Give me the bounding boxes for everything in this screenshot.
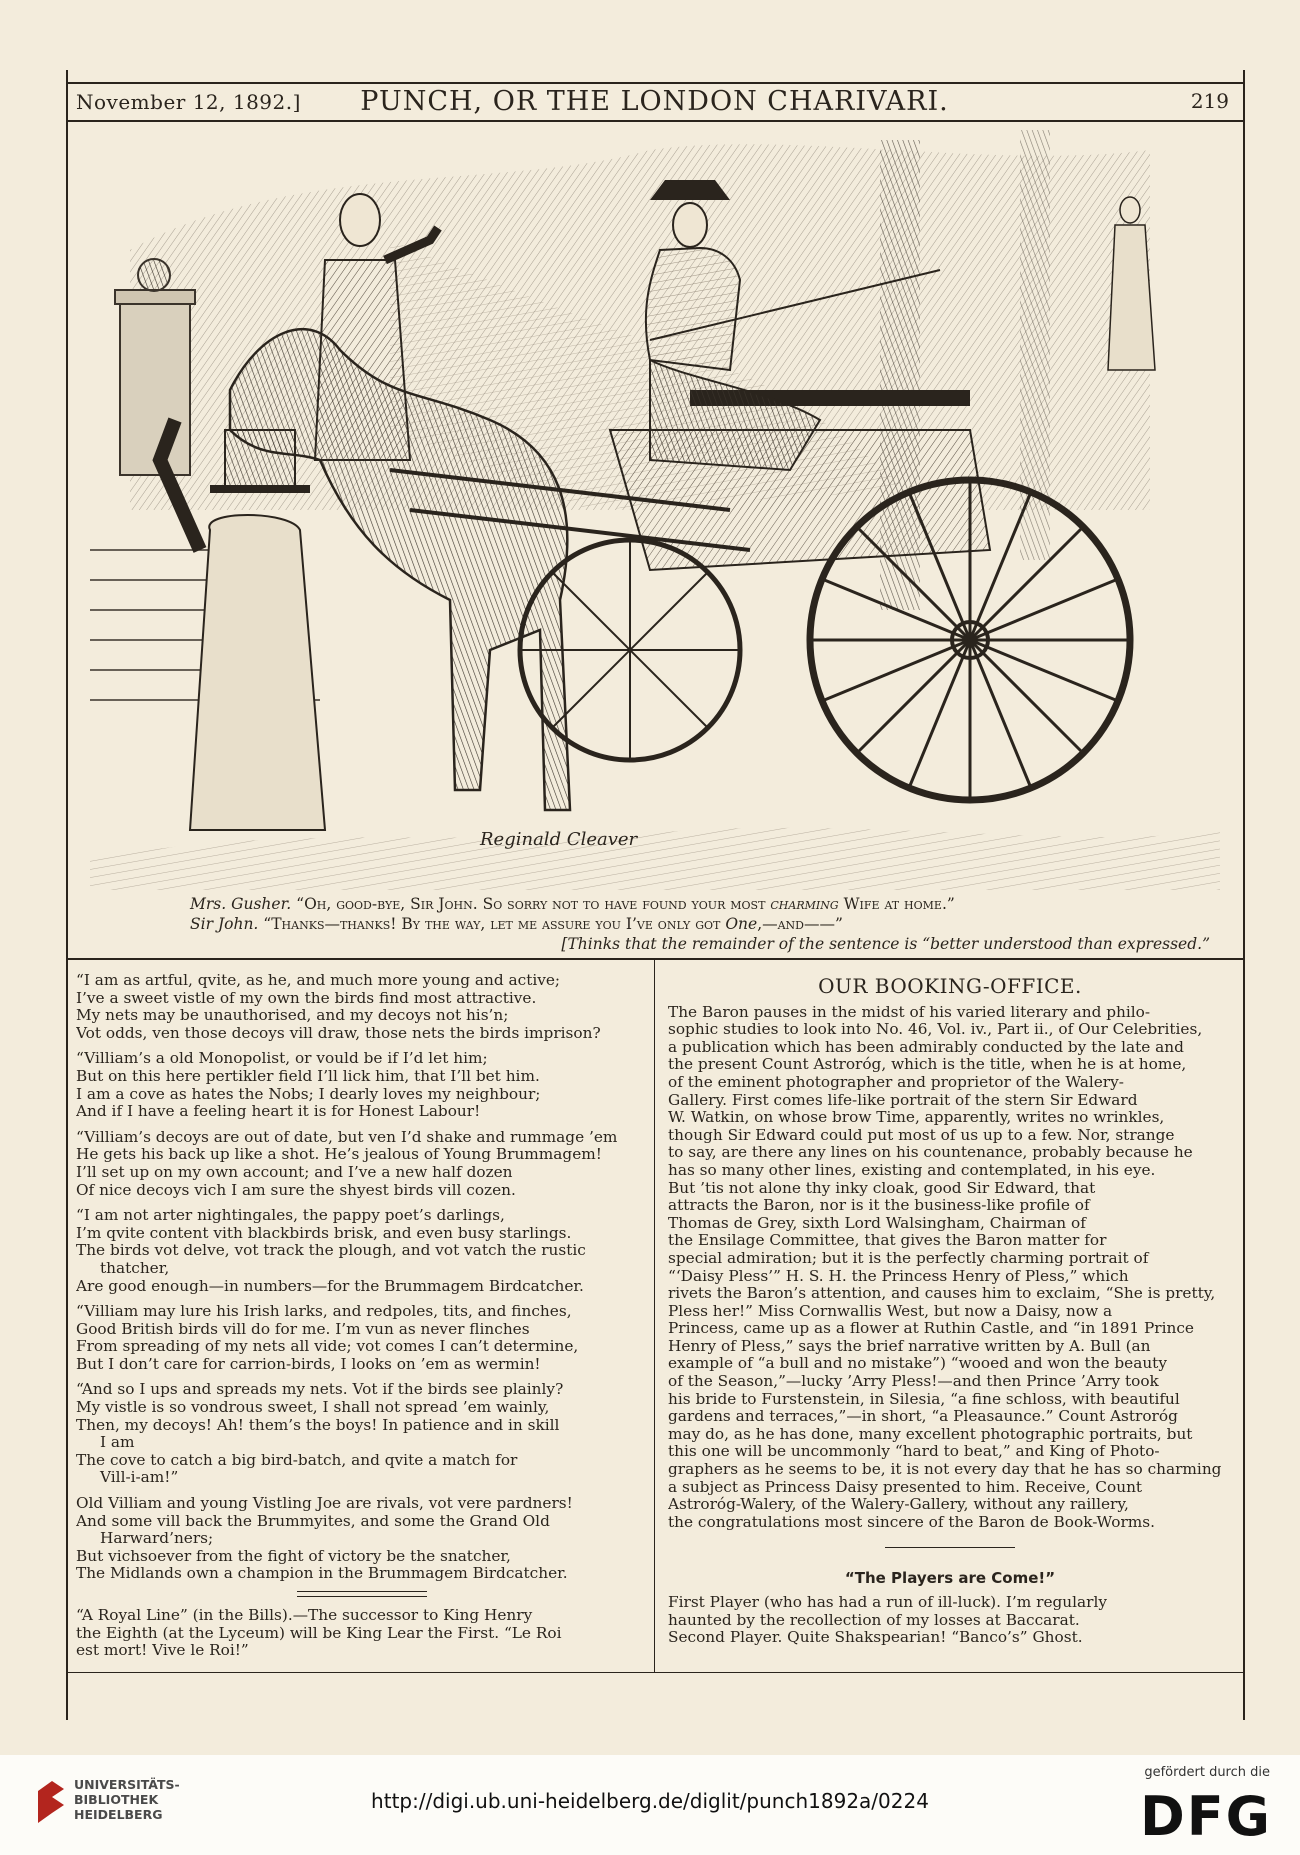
- library-name-line: HEIDELBERG: [74, 1807, 163, 1822]
- review-line: graphers as he seems to be, it is not every day that he has so charming: [668, 1461, 1222, 1479]
- poem-line: Harward’ners;: [100, 1530, 214, 1548]
- poem-line: thatcher,: [100, 1259, 170, 1277]
- review-line: The Baron pauses in the midst of his varied literary and philo-: [668, 1003, 1151, 1021]
- players-line: haunted by the recollection of my losses at Baccarat.: [668, 1611, 1080, 1629]
- review-line: Astroróg-Walery, of the Walery-Gallery, without any raillery,: [668, 1496, 1129, 1514]
- review-line: attracts the Baron, nor is it the business-like profile of: [668, 1197, 1090, 1215]
- poem-line: I’ll set up on my own account; and I’ve a new half dozen: [76, 1163, 513, 1181]
- poem-line: Good British birds vill do for me. I’m vun as never flinches: [76, 1320, 530, 1338]
- review-line: has so many other lines, existing and contemplated, in his eye.: [668, 1161, 1156, 1179]
- poem-line: “I am as artful, qvite, as he, and much more young and active;: [76, 972, 561, 989]
- booking-office-heading: OUR BOOKING-OFFICE.: [818, 974, 1082, 998]
- poem-line: But on this here pertikler field I’ll lick him, that I’ll bet him.: [76, 1067, 540, 1085]
- review-line: “‘Daisy Pless’” H. S. H. the Princess Henry of Pless,” which: [668, 1267, 1129, 1285]
- review-line: sophic studies to look into No. 46, Vol. iv., Part ii., of Our Celebrities,: [668, 1021, 1203, 1039]
- right-column: [668, 972, 1232, 1647]
- caption-speaker-1: Mrs. Gusher.: [190, 895, 292, 913]
- poem-line: I’m qvite content vith blackbirds brisk, and even busy starlings.: [76, 1224, 572, 1242]
- caption-emphasis-2: One: [725, 915, 758, 933]
- review-line: the present Count Astroróg, which is the title, when he is at home,: [668, 1056, 1187, 1074]
- review-line: this one will be uncommonly “hard to beat,” and King of Photo-: [668, 1443, 1160, 1461]
- caption-emphasis-1: charming: [770, 895, 839, 913]
- poem-line: He gets his back up like a shot. He’s jealous of Young Brummagem!: [76, 1146, 602, 1164]
- royal-line-text: est mort! Vive le Roi!”: [76, 1642, 249, 1660]
- source-url-link[interactable]: http://digi.ub.uni-heidelberg.de/diglit/punch1892a/0224: [371, 1789, 929, 1813]
- royal-line-paragraph: [76, 1607, 648, 1660]
- poem-line: The Midlands own a champion in the Brummagem Birdcatcher.: [76, 1565, 568, 1583]
- carriage-scene-drawing: [90, 130, 1220, 890]
- dfg-logo: DFG: [1139, 1785, 1272, 1848]
- library-name-line: BIBLIOTHEK: [74, 1792, 159, 1807]
- review-line: the Ensilage Committee, that gives the Baron matter for: [668, 1232, 1107, 1250]
- royal-line-text: “A Royal Line” (in the Bills).—The successor to King Henry: [76, 1607, 533, 1624]
- players-dialogue: [668, 1594, 1232, 1647]
- poem-line: “And so I ups and spreads my nets. Vot if the birds see plainly?: [76, 1381, 564, 1399]
- poem-line: And some vill back the Brummyites, and some the Grand Old: [76, 1512, 550, 1530]
- poem-line: Of nice decoys vich I am sure the shyest birds vill cozen.: [76, 1181, 516, 1199]
- poem-line: I am a cove as hates the Nobs; I dearly loves my neighbour;: [76, 1085, 541, 1103]
- review-line: to say, are there any lines on his countenance, probably because he: [668, 1144, 1193, 1162]
- issue-date: November 12, 1892.]: [76, 90, 301, 114]
- poem-line: The birds vot delve, vot track the plough, and vot vatch the rustic: [76, 1242, 586, 1260]
- poem-line: But I don’t care for carrion-birds, I looks on ’em as wermin!: [76, 1355, 541, 1373]
- poem-line: I am: [100, 1434, 135, 1452]
- review-line: of the eminent photographer and proprietor of the Walery-: [668, 1073, 1124, 1091]
- left-column: [76, 972, 648, 1660]
- review-line: a publication which has been admirably conducted by the late and: [668, 1038, 1184, 1056]
- funding-note: gefördert durch die: [1144, 1765, 1270, 1780]
- poem-line: Vot odds, ven those decoys vill draw, those nets the birds imprison?: [76, 1024, 601, 1042]
- review-line: rivets the Baron’s attention, and causes him to exclaim, “She is pretty,: [668, 1285, 1216, 1303]
- review-line: may do, as he has done, many excellent photographic portraits, but: [668, 1425, 1193, 1443]
- caption-end-2: ,—and——”: [757, 915, 843, 933]
- poem-line: The cove to catch a big bird-batch, and qvite a match for: [76, 1451, 518, 1469]
- divider-short: [297, 1596, 427, 1597]
- players-heading: “The Players are Come!”: [844, 1569, 1056, 1588]
- review-line: the congratulations most sincere of the Baron de Book-Worms.: [668, 1513, 1155, 1531]
- caption-text-2: “Thanks—thanks! By the way, let me assure you I’ve only got: [263, 915, 721, 933]
- review-line: gardens and terraces,”—in short, “a Pleasaunce.” Count Astroróg: [668, 1408, 1178, 1426]
- review-line: But ’tis not alone thy inky cloak, good Sir Edward, that: [668, 1179, 1096, 1197]
- review-line: of the Season,”—lucky ’Arry Pless!—and then Prince ’Arry took: [668, 1373, 1159, 1391]
- poem-line: But vichsoever from the fight of victory be the snatcher,: [76, 1547, 511, 1565]
- booking-office-review: [668, 1004, 1232, 1532]
- players-line: First Player (who has had a run of ill-luck). I’m regularly: [668, 1594, 1108, 1611]
- divider-short: [885, 1547, 1015, 1548]
- review-line: Gallery. First comes life-like portrait of the stern Sir Edward: [668, 1091, 1138, 1109]
- library-name-line: UNIVERSITÄTS-: [74, 1777, 180, 1792]
- caption-line-2: [190, 914, 843, 934]
- players-line: Second Player. Quite Shakspearian! “Banco’s” Ghost.: [668, 1629, 1083, 1647]
- page-header: [66, 82, 1243, 122]
- review-line: special admiration; but it is the perfectly charming portrait of: [668, 1249, 1149, 1267]
- poem-line: “I am not arter nightingales, the pappy poet’s darlings,: [76, 1207, 505, 1225]
- poem-line: Vill-i-am!”: [100, 1469, 179, 1487]
- royal-line-text: the Eighth (at the Lyceum) will be King Lear the First. “Le Roi: [76, 1624, 562, 1642]
- poem-line: “Villiam’s decoys are out of date, but ven I’d shake and rummage ’em: [76, 1128, 618, 1146]
- caption-end-1: Wife at home.”: [843, 895, 955, 913]
- column-divider: [654, 960, 655, 1672]
- bottom-rule: [66, 1672, 1243, 1673]
- caption-text-1: “Oh, good-bye, Sir John. So sorry not to have found your most: [296, 895, 766, 913]
- review-line: Thomas de Grey, sixth Lord Walsingham, Chairman of: [668, 1214, 1086, 1232]
- caption-line-3: [Thinks that the remainder of the sentence is “better understood than expressed.”: [561, 935, 1210, 953]
- page-number: 219: [1190, 89, 1229, 113]
- divider-short: [297, 1591, 427, 1592]
- poem-line: My nets may be unauthorised, and my decoys not his’n;: [76, 1007, 509, 1025]
- poem-birdcatcher: [76, 972, 648, 1583]
- poem-line: Old Villiam and young Vistling Joe are rivals, vot vere pardners!: [76, 1495, 573, 1513]
- cartoon-illustration: [90, 130, 1220, 890]
- caption-line-1: [190, 894, 955, 914]
- artist-signature: Reginald Cleaver: [480, 829, 638, 850]
- poem-line: “Villiam may lure his Irish larks, and redpoles, tits, and finches,: [76, 1303, 572, 1321]
- masthead-title: PUNCH, OR THE LONDON CHARIVARI.: [360, 86, 949, 117]
- review-line: example of “a bull and no mistake”) “wooed and won the beauty: [668, 1355, 1167, 1373]
- review-line: his bride to Furstenstein, in Silesia, “a fine schloss, with beautiful: [668, 1390, 1180, 1408]
- poem-line: And if I have a feeling heart it is for Honest Labour!: [76, 1103, 481, 1121]
- poem-line: My vistle is so vondrous sweet, I shall not spread ’em wainly,: [76, 1399, 550, 1417]
- review-line: Pless her!” Miss Cornwallis West, but now a Daisy, now a: [668, 1302, 1113, 1320]
- poem-line: From spreading of my nets all vide; vot comes I can’t determine,: [76, 1338, 579, 1356]
- poem-line: Are good enough—in numbers—for the Brummagem Birdcatcher.: [76, 1277, 584, 1295]
- review-line: Princess, came up as a flower at Ruthin Castle, and “in 1891 Prince: [668, 1320, 1194, 1338]
- review-line: Henry of Pless,” says the brief narrative written by A. Bull (an: [668, 1337, 1151, 1355]
- caption-speaker-2: Sir John.: [190, 915, 259, 933]
- poem-line: Then, my decoys! Ah! them’s the boys! In patience and in skill: [76, 1416, 560, 1434]
- review-line: though Sir Edward could put most of us up to a few. Nor, strange: [668, 1126, 1175, 1144]
- poem-line: “Villiam’s a old Monopolist, or vould be if I’d let him;: [76, 1050, 488, 1068]
- review-line: a subject as Princess Daisy presented to him. Receive, Count: [668, 1478, 1143, 1496]
- review-line: W. Watkin, on whose brow Time, apparently, writes no wrinkles,: [668, 1109, 1165, 1127]
- digitization-footer: [0, 1755, 1300, 1855]
- poem-line: I’ve a sweet vistle of my own the birds find most attractive.: [76, 989, 537, 1007]
